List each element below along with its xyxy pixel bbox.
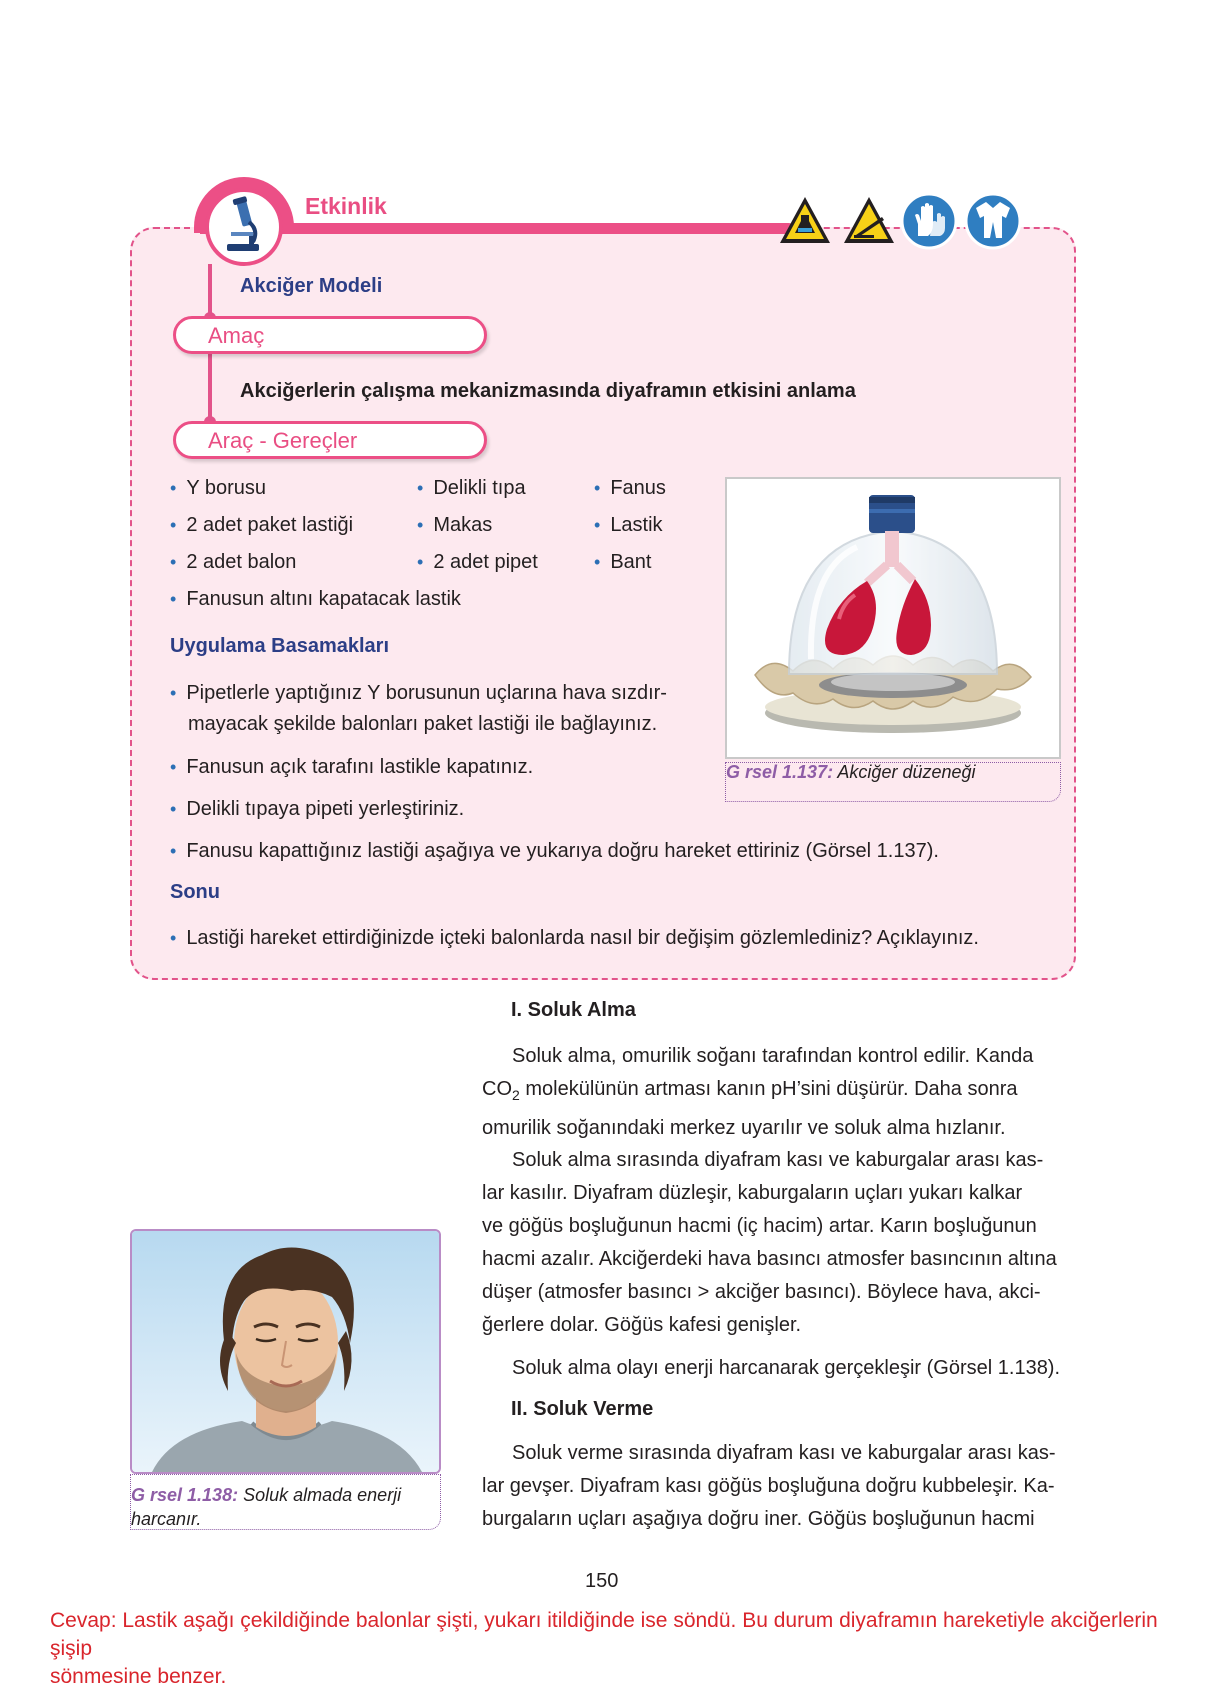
inhalation-paragraph-2: Soluk alma sırasında diyafram kası ve kaburgalar arası kas- lar kasılır. Diyafram düzleşir, kaburgaların uçları yukarı kalkar ve göğüs boşluğunun hacmi (iç hacim) artar. Karın boşluğunun hacmi azalır. Akciğerdeki hava basıncı atmosfer basıncının altına düşer (atmosfer basıncı > akciğer basıncı). Böylece hava, akci- ğerlere dolar. Göğüs kafesi genişler. xyxy=(482,1149,1057,1336)
material-item: • Fanusun altını kapatacak lastik xyxy=(170,588,461,611)
activity-title: Akciğer Modeli xyxy=(240,275,383,297)
page-number: 150 xyxy=(585,1570,619,1592)
materials-heading: Araç - Gereçler xyxy=(208,428,358,453)
aim-heading-pill xyxy=(173,316,487,354)
lung-model-figure xyxy=(725,477,1061,759)
figure-caption: G rsel 1.138: Soluk almada enerji harcanır. xyxy=(131,1485,402,1529)
microscope-badge xyxy=(205,188,283,266)
material-item: • 2 adet pipet xyxy=(417,551,538,574)
step-item: • Pipetlerle yaptığınız Y borusunun uçlarına hava sızdır- mayacak şekilde balonları paket lastiği ile bağlayınız. xyxy=(170,682,667,735)
steps-heading: Uygulama Basamakları xyxy=(170,635,390,657)
bell-jar-illustration xyxy=(727,479,1059,757)
material-item: • Makas xyxy=(417,514,492,537)
material-item: • Y borusu xyxy=(170,477,266,500)
figure-caption: G rsel 1.137: Akciğer düzeneği xyxy=(726,762,976,782)
exhalation-heading: II. Soluk Verme xyxy=(511,1398,654,1420)
aim-heading: Amaç xyxy=(208,323,265,348)
material-item: • Delikli tıpa xyxy=(417,477,526,500)
material-item: • Fanus xyxy=(594,477,666,500)
result-question: • Lastiği hareket ettirdiğinizde içteki balonlarda nasıl bir değişim gözlemlediniz? Açıklayınız. xyxy=(170,927,979,949)
material-item: • Bant xyxy=(594,551,651,574)
activity-label: Etkinlik xyxy=(305,193,387,219)
answer-note: Cevap: Lastik aşağı çekildiğinde balonlar şişti, yukarı itildiğinde ise söndü. Bu durum diyaframın hareketiyle akciğerlerin şişip sönmesine benzer. xyxy=(50,1609,1158,1688)
lab-coat-icon xyxy=(964,192,1022,250)
material-item: • Lastik xyxy=(594,514,663,537)
material-item: • 2 adet paket lastiği xyxy=(170,514,353,537)
result-heading: Sonu xyxy=(170,881,220,903)
figure-caption-box xyxy=(725,762,1061,802)
inhalation-paragraph-3: Soluk alma olayı enerji harcanarak gerçekleşir (Görsel 1.138). xyxy=(512,1357,1061,1379)
gloves-icon xyxy=(900,192,958,250)
inhalation-paragraph-1: Soluk alma, omurilik soğanı tarafından kontrol edilir. Kanda $CO_2$ molekülünün artması kanın pH’sini düşürür. Daha sonra omurilik soğanındaki merkez uyarılır ve soluk alma hızlanır. xyxy=(482,1045,1034,1139)
step-item: • Fanusun açık tarafını lastikle kapatınız. xyxy=(170,756,534,778)
inhalation-heading: I. Soluk Alma xyxy=(511,999,636,1021)
sharp-object-warning-icon xyxy=(842,195,896,245)
microscope-icon xyxy=(209,192,279,262)
material-item: • 2 adet balon xyxy=(170,551,296,574)
step-item: • Fanusu kapattığınız lastiği aşağıya ve yukarıya doğru hareket ettiriniz (Görsel 1.137). xyxy=(170,840,939,862)
materials-heading-pill xyxy=(173,421,487,459)
chemical-warning-icon xyxy=(778,195,832,245)
breathing-man-photo xyxy=(130,1229,441,1474)
aim-text: Akciğerlerin çalışma mekanizmasında diyaframın etkisini anlama xyxy=(240,380,856,402)
exhalation-paragraph-1: Soluk verme sırasında diyafram kası ve kaburgalar arası kas- lar gevşer. Diyafram kası göğüs boşluğuna doğru kubbeleşir. Ka- burgaların uçları aşağıya doğru iner. Göğüs boşluğunun hacmi xyxy=(482,1442,1056,1530)
figure-caption-box xyxy=(130,1474,441,1530)
step-item: • Delikli tıpaya pipeti yerleştiriniz. xyxy=(170,798,465,820)
man-breathing-illustration xyxy=(132,1231,439,1472)
